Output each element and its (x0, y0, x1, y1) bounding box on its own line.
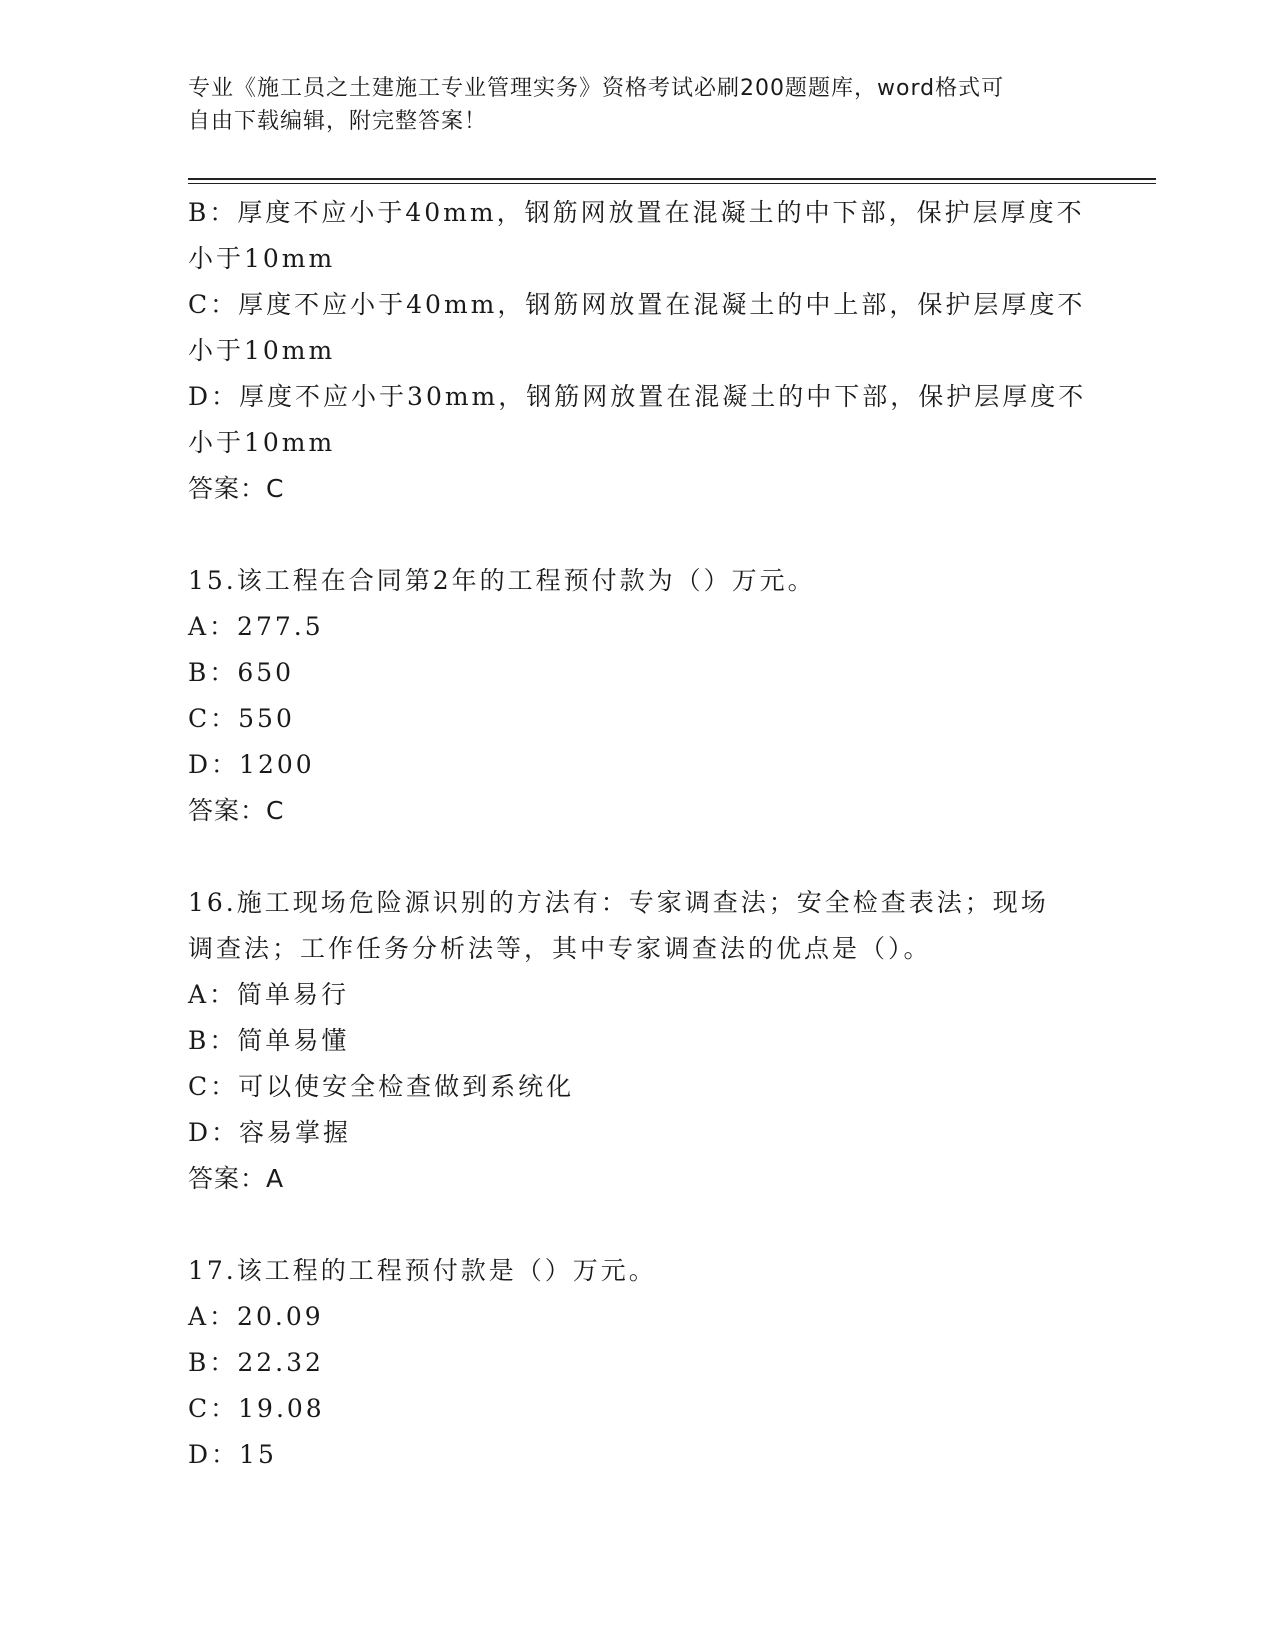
option-b-line-1: B：厚度不应小于40mm，钢筋网放置在混凝土的中下部，保护层厚度不 (188, 198, 1085, 227)
spacer (188, 512, 1088, 558)
option-a: A：277.5 (188, 612, 324, 641)
question-block-17 (188, 1248, 1088, 1478)
option-c-line-1: C：厚度不应小于40mm，钢筋网放置在混凝土的中上部，保护层厚度不 (188, 290, 1086, 319)
header-divider-thin (188, 183, 1156, 184)
option-b-line-2: 小于10mm (188, 244, 336, 273)
option-d: D：容易掌握 (188, 1118, 352, 1147)
option-a: A：20.09 (188, 1302, 324, 1331)
answer-label: 答案：C (188, 796, 285, 825)
spacer (188, 834, 1088, 880)
option-c-line-2: 小于10mm (188, 336, 336, 365)
header-line-1: 专业《施工员之土建施工专业管理实务》资格考试必刷200题题库，word格式可 (188, 76, 1005, 101)
option-d: D：1200 (188, 750, 315, 779)
answer-label: 答案：A (188, 1164, 285, 1193)
document-header (188, 72, 1068, 138)
option-c: C：19.08 (188, 1394, 325, 1423)
option-d-line-2: 小于10mm (188, 428, 336, 457)
answer-label: 答案：C (188, 474, 285, 503)
question-stem: 17.该工程的工程预付款是（）万元。 (188, 1256, 657, 1285)
option-d-line-1: D：厚度不应小于30mm，钢筋网放置在混凝土的中下部，保护层厚度不 (188, 382, 1087, 411)
document-body (188, 190, 1088, 1478)
question-stem: 15.该工程在合同第2年的工程预付款为（）万元。 (188, 566, 816, 595)
option-b: B：简单易懂 (188, 1026, 350, 1055)
question-block-14 (188, 190, 1088, 512)
option-b: B：650 (188, 658, 295, 687)
option-c: C：550 (188, 704, 295, 733)
question-stem-line-2: 调查法；工作任务分析法等，其中专家调查法的优点是（）。 (188, 934, 932, 963)
question-block-16 (188, 880, 1088, 1202)
question-block-15 (188, 558, 1088, 834)
header-line-2: 自由下载编辑，附完整答案！ (188, 109, 488, 134)
spacer (188, 1202, 1088, 1248)
option-a: A：简单易行 (188, 980, 350, 1009)
header-divider-thick (188, 178, 1156, 180)
option-b: B：22.32 (188, 1348, 324, 1377)
option-d: D：15 (188, 1440, 277, 1469)
question-stem-line-1: 16.施工现场危险源识别的方法有：专家调查法；安全检查表法；现场 (188, 888, 1049, 917)
option-c: C：可以使安全检查做到系统化 (188, 1072, 575, 1101)
